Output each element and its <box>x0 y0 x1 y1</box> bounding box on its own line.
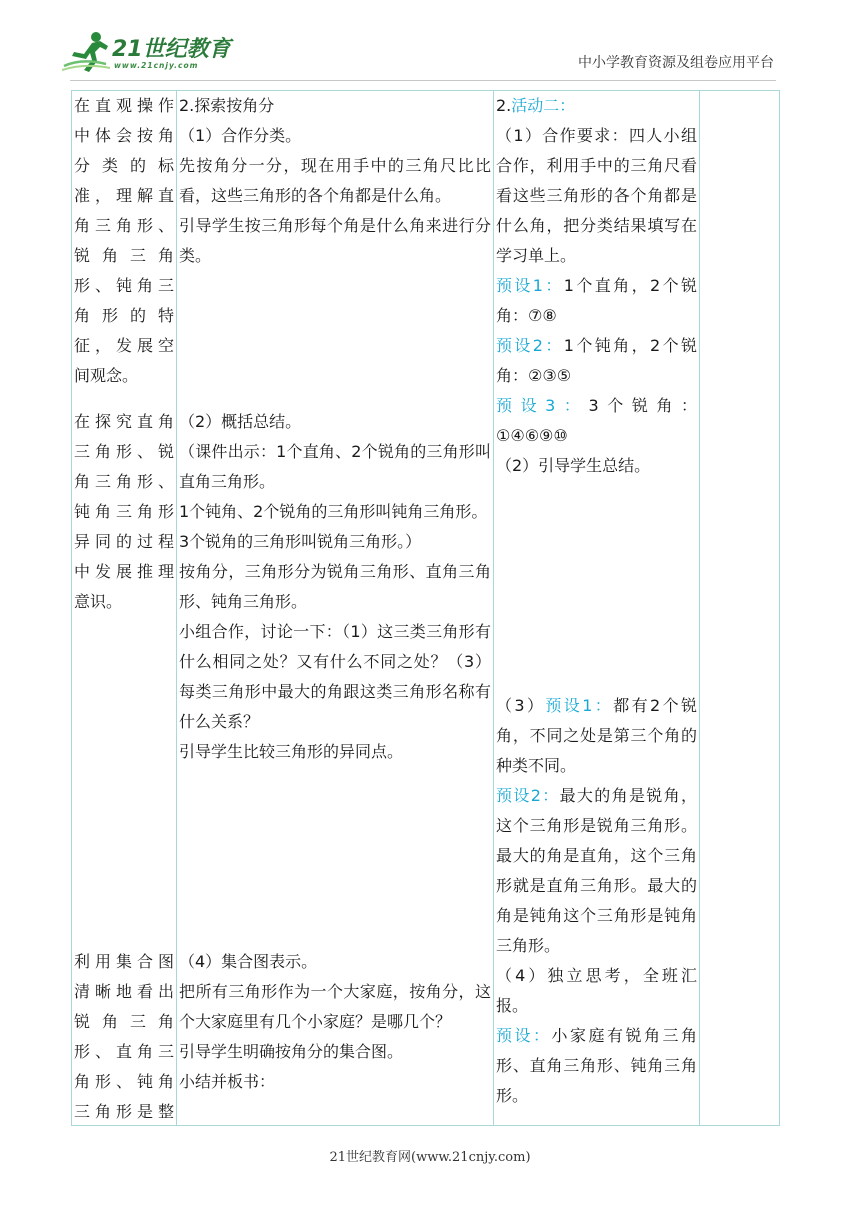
paragraph: （课件出示：1个直角、2个锐角的三角形叫直角三角形。 <box>179 442 491 491</box>
text-line: 异同的过程 <box>74 532 174 551</box>
paragraph: 按角分，三角形分为锐角三角形、直角三角形、钝角三角形。 <box>179 562 491 611</box>
preset-text: 1个直角，2个锐角：⑦⑧ <box>496 276 697 325</box>
text-line: 形、钝角三 <box>74 276 174 295</box>
preset-2 <box>496 331 697 391</box>
text-line: 角三角形、 <box>74 216 174 235</box>
header-divider <box>70 80 776 81</box>
text-line: 意识。 <box>74 592 123 611</box>
student-activity-column <box>494 91 700 1126</box>
text-line: 间观念。 <box>74 366 139 385</box>
preset-3 <box>496 391 697 451</box>
subsection-title: （1）合作分类。 <box>179 126 302 145</box>
text-line: 锐 角 三 角 <box>74 246 174 265</box>
preset-1 <box>496 271 697 331</box>
paragraph: 引导学生按三角形每个角是什么角来进行分类。 <box>179 216 491 265</box>
preset-compare-1 <box>496 691 697 781</box>
page-footer: 21世纪教育网(www.21cnjy.com) <box>329 1150 531 1165</box>
preset-label: 预设3： <box>496 396 589 415</box>
table-row <box>72 91 780 1126</box>
text-line: 征，发展空 <box>74 336 174 355</box>
text-line: 清晰地看出 <box>74 982 174 1001</box>
logo-title: 21世纪教育 <box>112 37 231 62</box>
page-header <box>0 0 860 86</box>
preset-venn <box>496 1021 697 1111</box>
lesson-table <box>71 90 780 1126</box>
preset-text: 都有2个锐角，不同之处是第三个角的种类不同。 <box>496 696 697 775</box>
teacher-activity-column <box>177 91 494 1126</box>
objective-column <box>72 91 177 1126</box>
text-line: 准，理解直 <box>74 186 174 205</box>
section-compare <box>496 691 697 1111</box>
preset-text: 3个锐角：①④⑥⑨⑩ <box>496 396 697 445</box>
preset-label: 预设2： <box>496 336 564 355</box>
preset-text: 小家庭有锐角三角形、直角三角形、钝角三角形。 <box>496 1026 697 1105</box>
text-line: 三角形、锐 <box>74 442 174 461</box>
paragraph: 3个锐角的三角形叫锐角三角形。） <box>179 532 422 551</box>
activity-title <box>496 91 697 121</box>
paragraph: 引导学生明确按角分的集合图。 <box>179 1042 404 1061</box>
logo-url: www.21cnjy.com <box>114 61 199 70</box>
objective-block-1 <box>74 91 174 391</box>
preset-text: 1个钝角，2个锐角：②③⑤ <box>496 336 697 385</box>
text-line: 三角形是整 <box>74 1102 174 1121</box>
activity-number: 2. <box>496 96 512 115</box>
logo <box>62 30 232 74</box>
paragraph: 小结并板书： <box>179 1072 276 1091</box>
item-prefix: （3） <box>496 696 546 715</box>
paragraph: （1）合作要求：四人小组合作，利用手中的三角尺看看这些三角形的各个角都是什么角，把分类结果填写在学习单上。 <box>496 126 697 265</box>
text-line: 在探究直角 <box>74 412 174 431</box>
platform-name: 中小学教育资源及组卷应用平台 <box>578 55 774 71</box>
preset-compare-2 <box>496 781 697 961</box>
section-title: 2.探索按角分 <box>179 96 275 115</box>
preset-text: 最大的角是锐角，这个三角形是锐角三角形。最大的角是直角，这个三角形就是直角三角形。最大的角是钝角这个三角形是钝角三角形。 <box>496 786 697 955</box>
subsection-title: （2）概括总结。 <box>179 412 302 431</box>
text-line: 利用集合图 <box>74 952 174 971</box>
text-line: 在直观操作 <box>74 96 174 115</box>
text-line: 角三角形、 <box>74 472 174 491</box>
section-venn <box>179 947 491 1097</box>
preset-label: 预设： <box>496 1026 552 1045</box>
text-line: 分 类 的 标 <box>74 156 174 175</box>
preset-label: 预设1： <box>545 696 614 715</box>
runner-logo-icon <box>62 30 112 74</box>
text-line: 中体会按角 <box>74 126 174 145</box>
paragraph: （2）引导学生总结。 <box>496 456 651 475</box>
section-explore <box>179 91 491 271</box>
paragraph: 小组合作，讨论一下：（1）这三类三角形有什么相同之处？又有什么不同之处？（3）每类三角形中最大的角跟这类三角形名称有什么关系？ <box>179 622 491 731</box>
preset-label: 预设1： <box>496 276 564 295</box>
notes-column <box>700 91 780 1126</box>
objective-block-3 <box>74 947 174 1127</box>
paragraph: 1个钝角、2个锐角的三角形叫钝角三角形。 <box>179 502 488 521</box>
preset-label: 预设2： <box>496 786 560 805</box>
text-line: 钝角三角形 <box>74 502 174 521</box>
activity-label: 活动二： <box>511 96 576 115</box>
section-summary <box>179 407 491 767</box>
paragraph: 先按角分一分，现在用手中的三角尺比比看，这些三角形的各个角都是什么角。 <box>179 156 491 205</box>
text-line: 中发展推理 <box>74 562 174 581</box>
subsection-title: （4）集合图表示。 <box>179 952 318 971</box>
text-line: 角形、钝角 <box>74 1072 174 1091</box>
text-line: 锐 角 三 角 <box>74 1012 174 1031</box>
objective-block-2 <box>74 407 174 617</box>
text-line: 角 形 的 特 <box>74 306 174 325</box>
paragraph: 把所有三角形作为一个大家庭，按角分，这个大家庭里有几个小家庭？是哪几个？ <box>179 982 491 1031</box>
text-line: 形、直角三 <box>74 1042 174 1061</box>
paragraph: （4）独立思考，全班汇报。 <box>496 966 697 1015</box>
paragraph: 引导学生比较三角形的异同点。 <box>179 742 404 761</box>
